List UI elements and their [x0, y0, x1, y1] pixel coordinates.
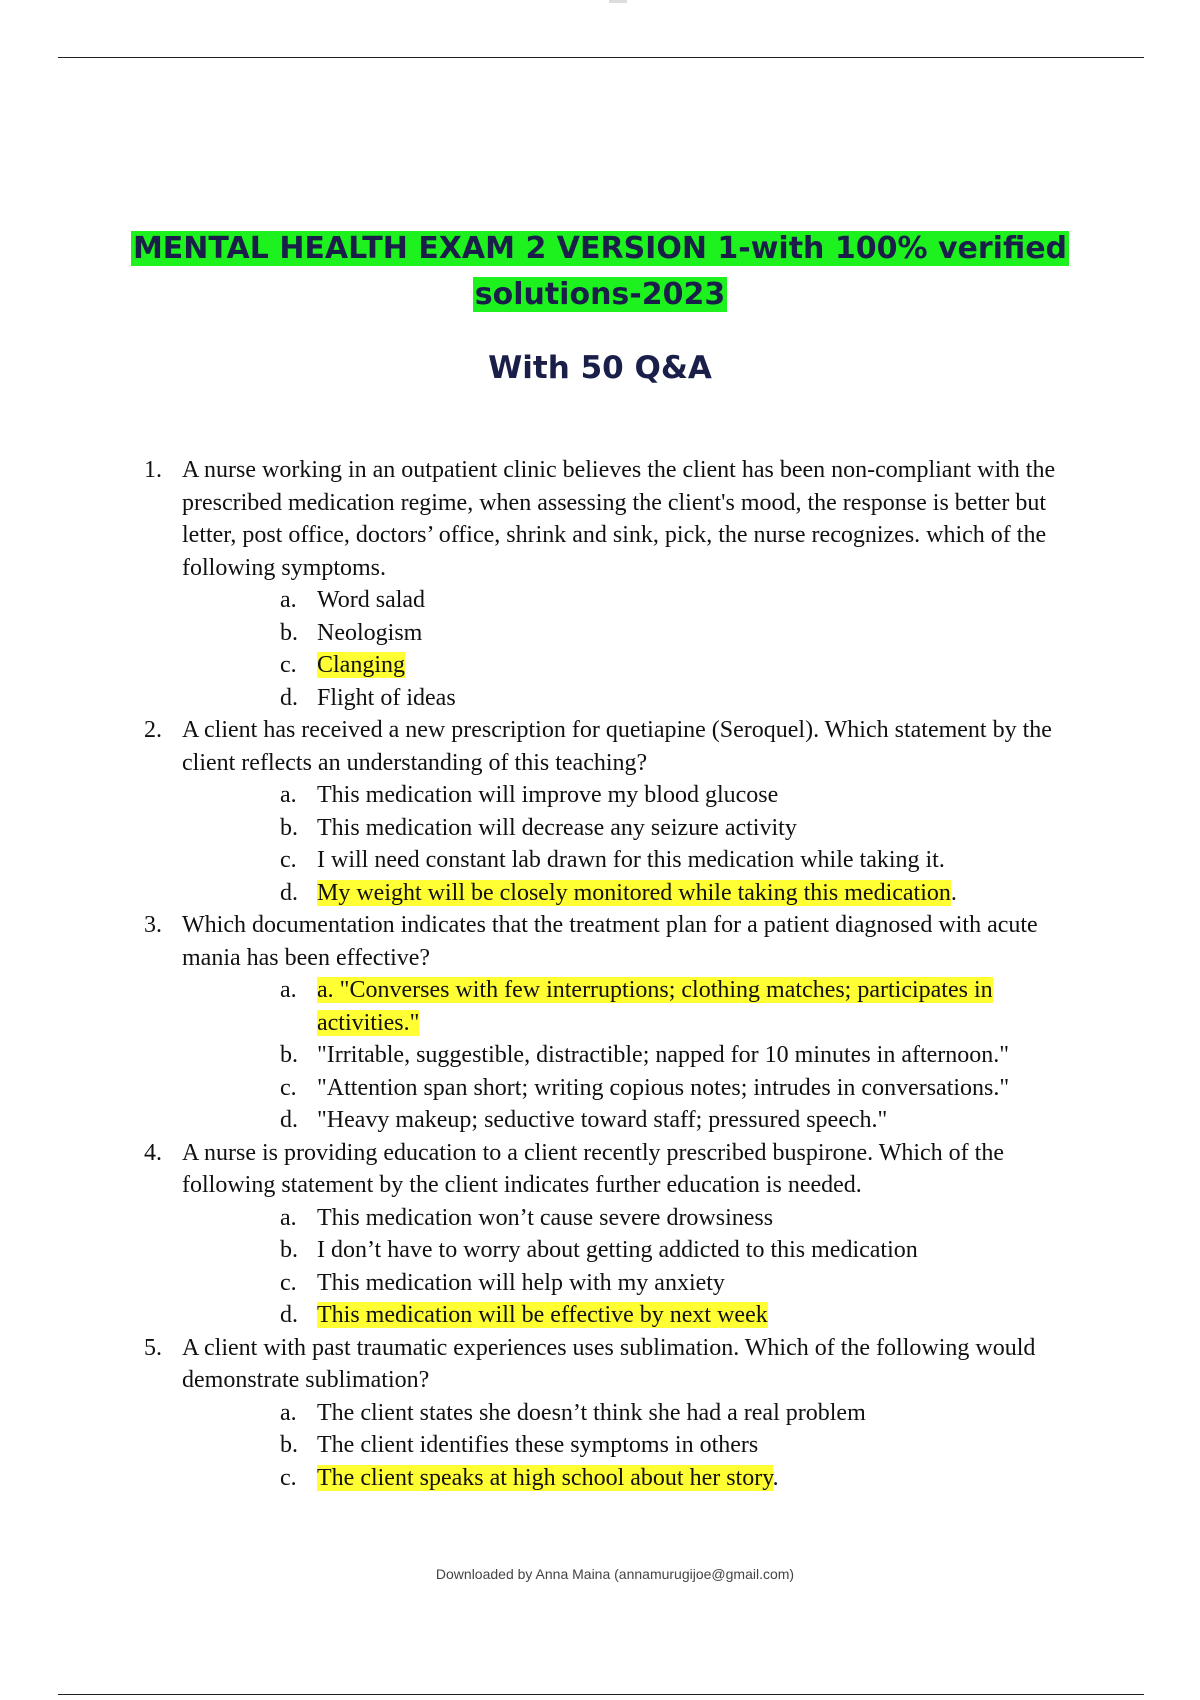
option-letter: d.: [280, 1107, 298, 1133]
answer-option: [182, 1429, 1084, 1462]
answer-option: [182, 1462, 1084, 1495]
answer-options: [182, 584, 1084, 714]
question-text: A nurse working in an outpatient clinic believes the client has been non-compliant with the prescribed medication regime, when assessing the client's mood, the response is better but letter, post office, doctors’ office, shrink and sink, pick, the nurse recognizes. which of the following symptoms.: [182, 457, 1056, 581]
option-letter: c.: [280, 847, 297, 873]
option-text: "Irritable, suggestible, distractible; napped for 10 minutes in afternoon.": [317, 1042, 1010, 1068]
header-rule: [58, 57, 1144, 58]
title-line-2: solutions-2023: [474, 277, 726, 312]
answer-option: [182, 1104, 1084, 1137]
question-text: A nurse is providing education to a client recently prescribed buspirone. Which of the following statement by the client indicates further education is needed.: [182, 1139, 1004, 1198]
option-letter: b.: [280, 1042, 298, 1068]
option-letter: c.: [280, 1074, 297, 1101]
option-letter: c.: [280, 1269, 297, 1296]
option-letter: d.: [280, 879, 298, 906]
option-trailing-text: .: [772, 1464, 779, 1491]
question-number: 5.: [144, 1334, 162, 1361]
answer-option: [182, 1202, 1084, 1235]
question-number: 4.: [144, 1139, 162, 1166]
option-letter: d.: [280, 684, 298, 711]
option-text: This medication will decrease any seizure activity: [317, 814, 797, 841]
answer-option: [182, 1299, 1084, 1332]
option-letter: a.: [280, 587, 297, 613]
question-number: 2.: [144, 717, 162, 743]
answer-option: [182, 974, 1084, 1039]
question-number: 1.: [144, 457, 162, 483]
correct-answer-highlight: My weight will be closely monitored while taking this medication: [317, 879, 951, 906]
question-text: Which documentation indicates that the treatment plan for a patient diagnosed with acute mania has been effective?: [182, 912, 1038, 971]
answer-option: [182, 584, 1084, 617]
question-item: [144, 714, 1084, 909]
title-line-1: MENTAL HEALTH EXAM 2 VERSION 1-with 100% verified: [132, 231, 1068, 266]
question-item: [144, 1137, 1084, 1332]
option-letter: c.: [280, 652, 297, 678]
option-text: Neologism: [317, 619, 423, 646]
option-letter: d.: [280, 1302, 298, 1328]
option-trailing-text: .: [950, 879, 957, 906]
option-text: Flight of ideas: [317, 684, 456, 711]
option-letter: a.: [280, 977, 297, 1003]
answer-option: [182, 1039, 1084, 1072]
option-text: Word salad: [317, 587, 426, 613]
footer-rule: [58, 1694, 1144, 1695]
option-letter: a.: [280, 1204, 297, 1231]
page-top-mark: [609, 0, 627, 3]
option-letter: b.: [280, 814, 298, 841]
download-footer: Downloaded by Anna Maina (annamurugijoe@gmail.com): [435, 1566, 795, 1582]
correct-answer-highlight: This medication will be effective by next week: [317, 1302, 768, 1328]
correct-answer-highlight: The client speaks at high school about her story: [317, 1464, 773, 1491]
question-item: [144, 909, 1084, 1137]
question-text: A client has received a new prescription for quetiapine (Seroquel). Which statement by the client reflects an understanding of this teaching?: [182, 717, 1052, 776]
option-text: The client states she doesn’t think she had a real problem: [317, 1399, 866, 1426]
option-text: This medication will improve my blood glucose: [317, 782, 779, 808]
answer-option: [182, 1072, 1084, 1105]
answer-options: [182, 1202, 1084, 1332]
answer-option: [182, 877, 1084, 910]
document-title: [0, 226, 1200, 318]
correct-answer-highlight: Clanging: [317, 652, 405, 678]
document-subtitle: With 50 Q&A: [488, 350, 712, 386]
question-number: 3.: [144, 912, 162, 938]
answer-options: [182, 974, 1084, 1137]
option-letter: b.: [280, 619, 298, 646]
question-item: [144, 1332, 1084, 1495]
question-text: A client with past traumatic experiences uses sublimation. Which of the following would demonstrate sublimation?: [182, 1334, 1036, 1393]
answer-option: [182, 844, 1084, 877]
answer-option: [182, 649, 1084, 682]
answer-options: [182, 779, 1084, 909]
option-text: The client identifies these symptoms in others: [317, 1432, 759, 1458]
option-letter: a.: [280, 1399, 297, 1426]
option-letter: c.: [280, 1464, 297, 1491]
option-letter: b.: [280, 1432, 298, 1458]
option-text: This medication will help with my anxiety: [317, 1269, 725, 1296]
answer-option: [182, 617, 1084, 650]
answer-option: [182, 1267, 1084, 1300]
option-text: "Attention span short; writing copious notes; intrudes in conversations.": [317, 1074, 1010, 1101]
option-text: I don’t have to worry about getting addicted to this medication: [317, 1237, 918, 1263]
option-text: I will need constant lab drawn for this medication while taking it.: [317, 847, 945, 873]
answer-options: [182, 1397, 1084, 1495]
option-text: "Heavy makeup; seductive toward staff; pressured speech.": [317, 1107, 888, 1133]
answer-option: [182, 1234, 1084, 1267]
answer-option: [182, 779, 1084, 812]
option-text: This medication won’t cause severe drowsiness: [317, 1204, 774, 1231]
question-list: [144, 454, 1084, 1494]
correct-answer-highlight: a. "Converses with few interruptions; clothing matches; participates in activities.": [317, 977, 993, 1036]
answer-option: [182, 1397, 1084, 1430]
answer-option: [182, 812, 1084, 845]
option-letter: b.: [280, 1237, 298, 1263]
option-letter: a.: [280, 782, 297, 808]
answer-option: [182, 682, 1084, 715]
question-item: [144, 454, 1084, 714]
